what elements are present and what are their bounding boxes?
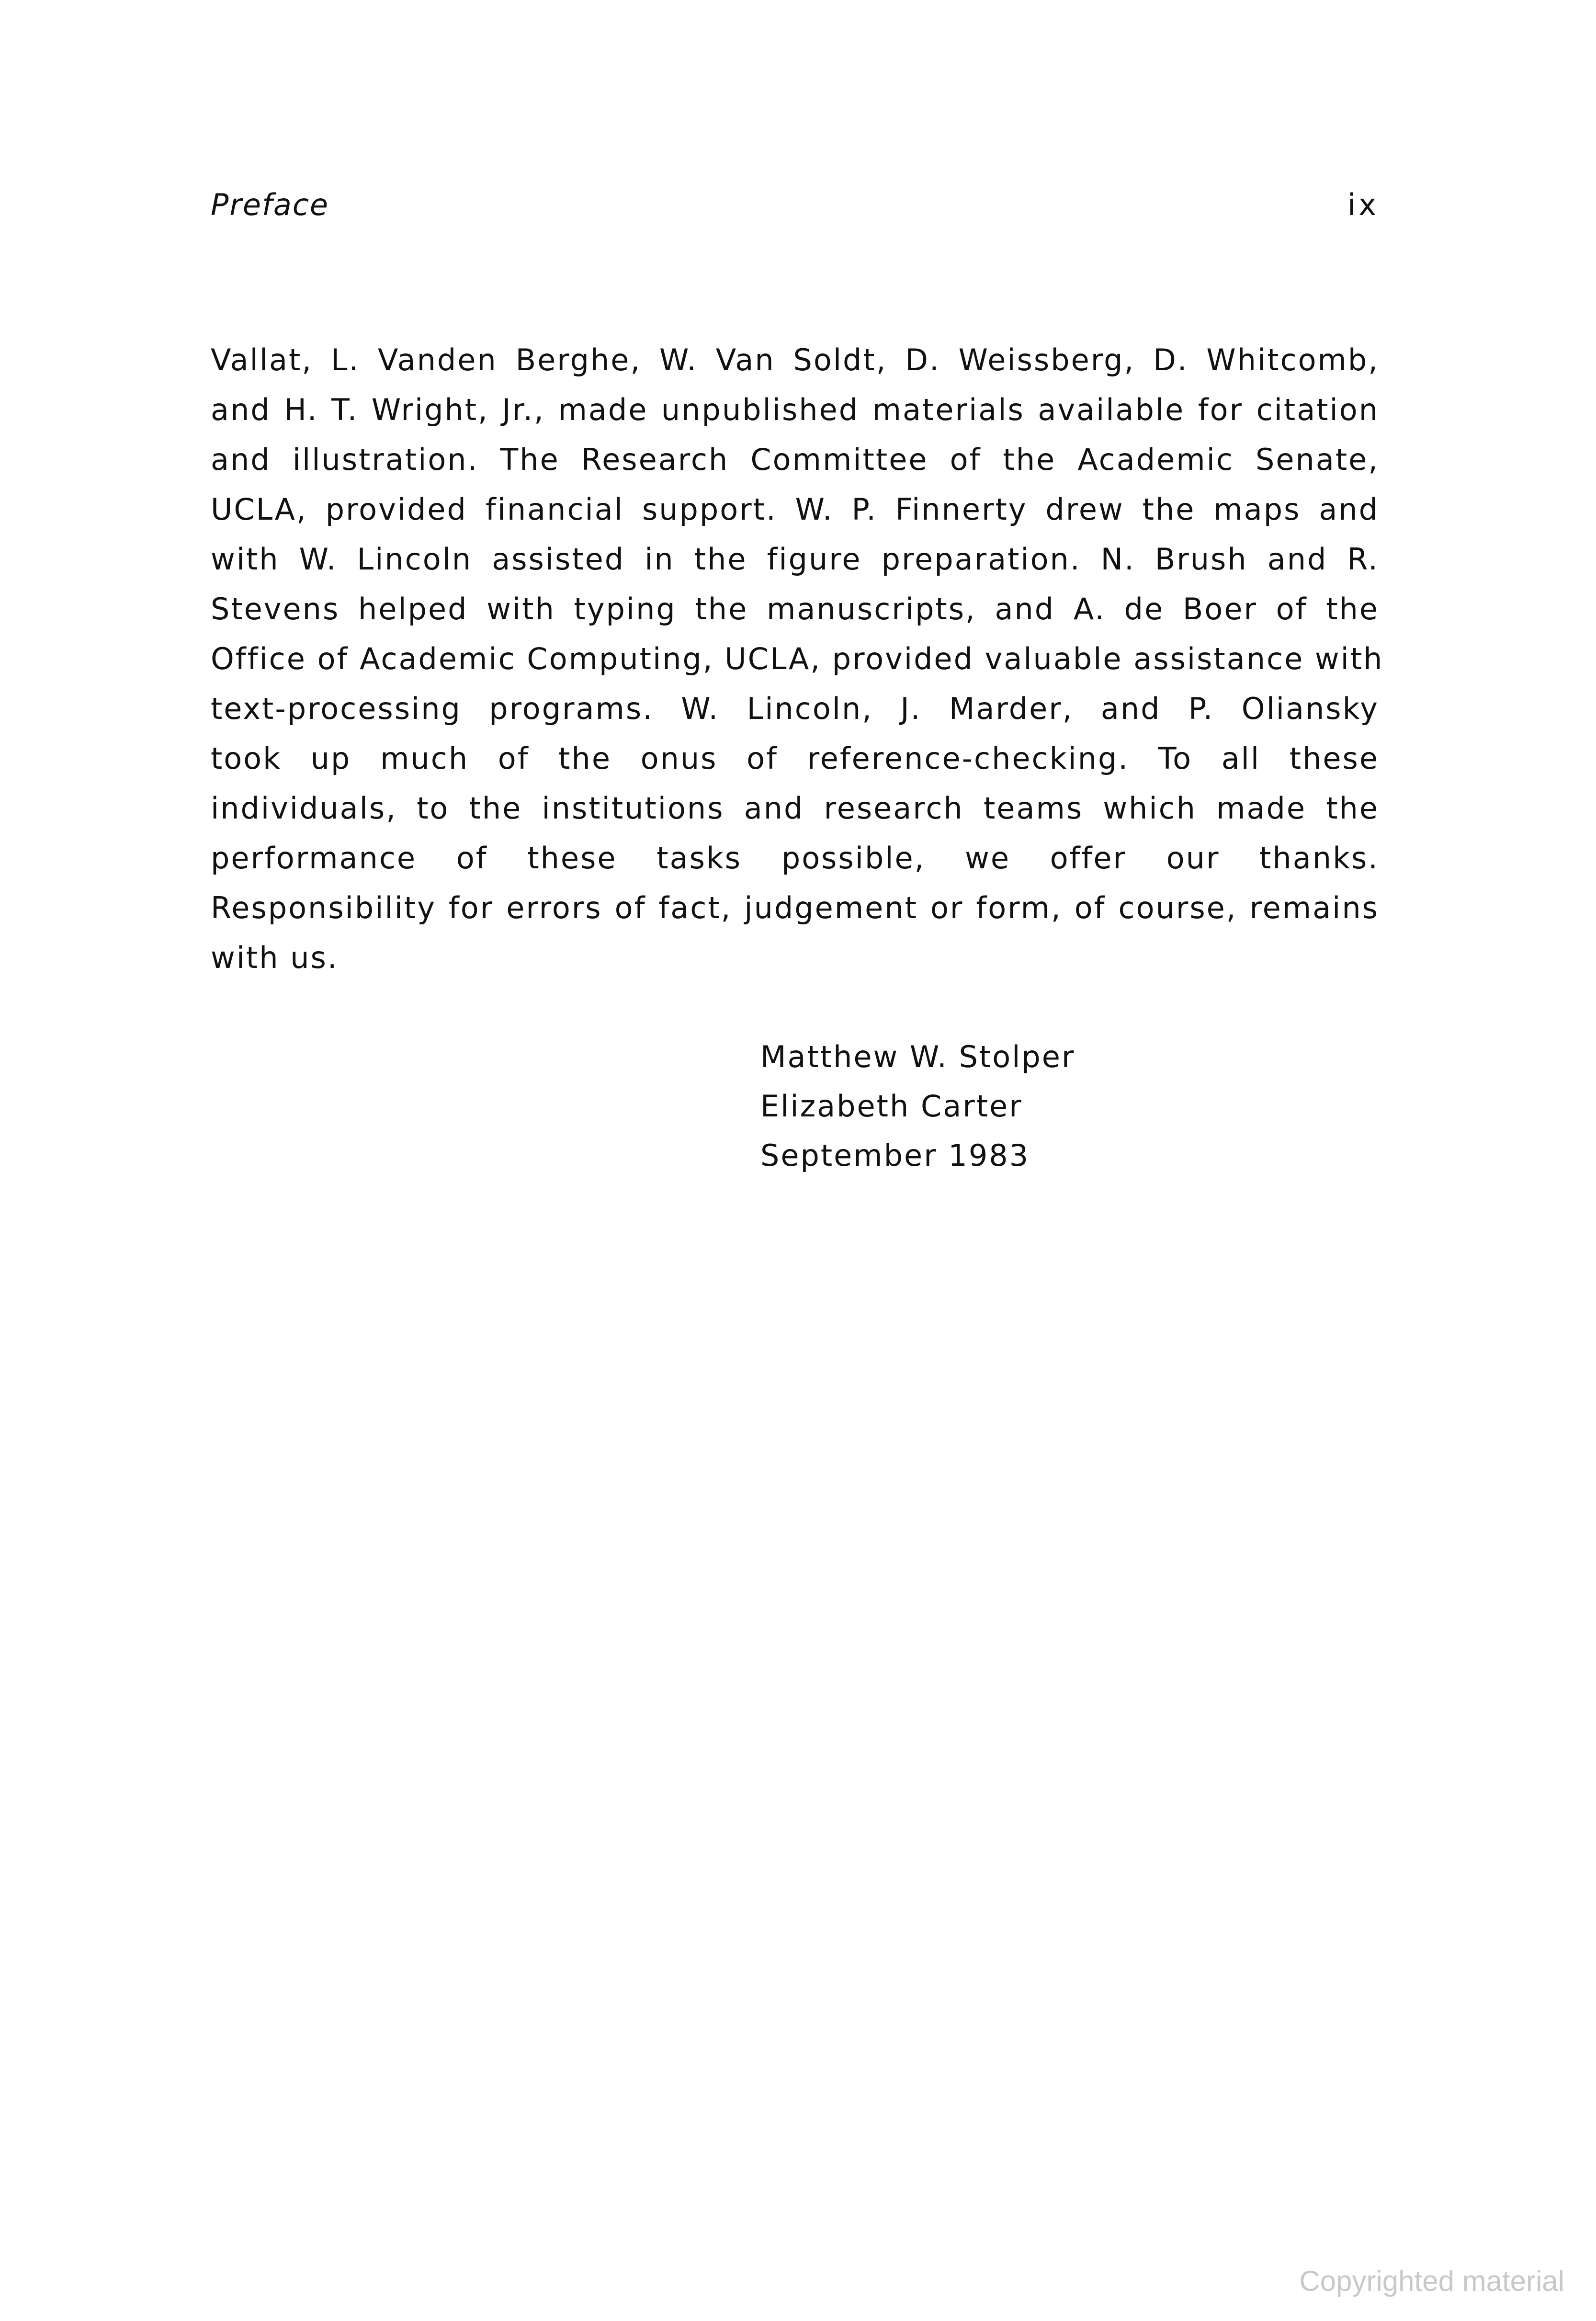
text-line: with us. [211, 940, 339, 975]
page-number: ix [1347, 187, 1379, 222]
signature-block [760, 1032, 1075, 1180]
text-line: took up much of the onus of reference-checking. To all these [211, 741, 1379, 776]
text-line: and H. T. Wright, Jr., made unpublished materials available for citation [211, 392, 1379, 427]
running-head [211, 186, 1379, 224]
copyright-watermark: Copyrighted material [1299, 2265, 1564, 2297]
text-line: performance of these tasks possible, we offer our thanks. [211, 841, 1379, 876]
signature-date: September 1983 [760, 1138, 1030, 1173]
author-name: Elizabeth Carter [760, 1089, 1023, 1124]
text-line: UCLA, provided financial support. W. P. Finnerty drew the maps and [211, 492, 1379, 527]
author-name: Matthew W. Stolper [760, 1039, 1075, 1074]
running-title: Preface [211, 187, 329, 222]
text-line: Stevens helped with typing the manuscripts, and A. de Boer of the [211, 592, 1379, 626]
body-paragraph [211, 335, 1384, 983]
text-line: text-processing programs. W. Lincoln, J. Marder, and P. Oliansky [211, 691, 1379, 726]
text-line: Office of Academic Computing, UCLA, provided valuable assistance with [211, 641, 1384, 676]
text-line: with W. Lincoln assisted in the figure preparation. N. Brush and R. [211, 542, 1379, 577]
text-line: individuals, to the institutions and research teams which made the [211, 791, 1379, 826]
text-line: Vallat, L. Vanden Berghe, W. Van Soldt, D. Weissberg, D. Whitcomb, [211, 342, 1379, 377]
text-line: and illustration. The Research Committee of the Academic Senate, [211, 442, 1379, 477]
text-line: Responsibility for errors of fact, judgement or form, of course, remains [211, 890, 1379, 925]
